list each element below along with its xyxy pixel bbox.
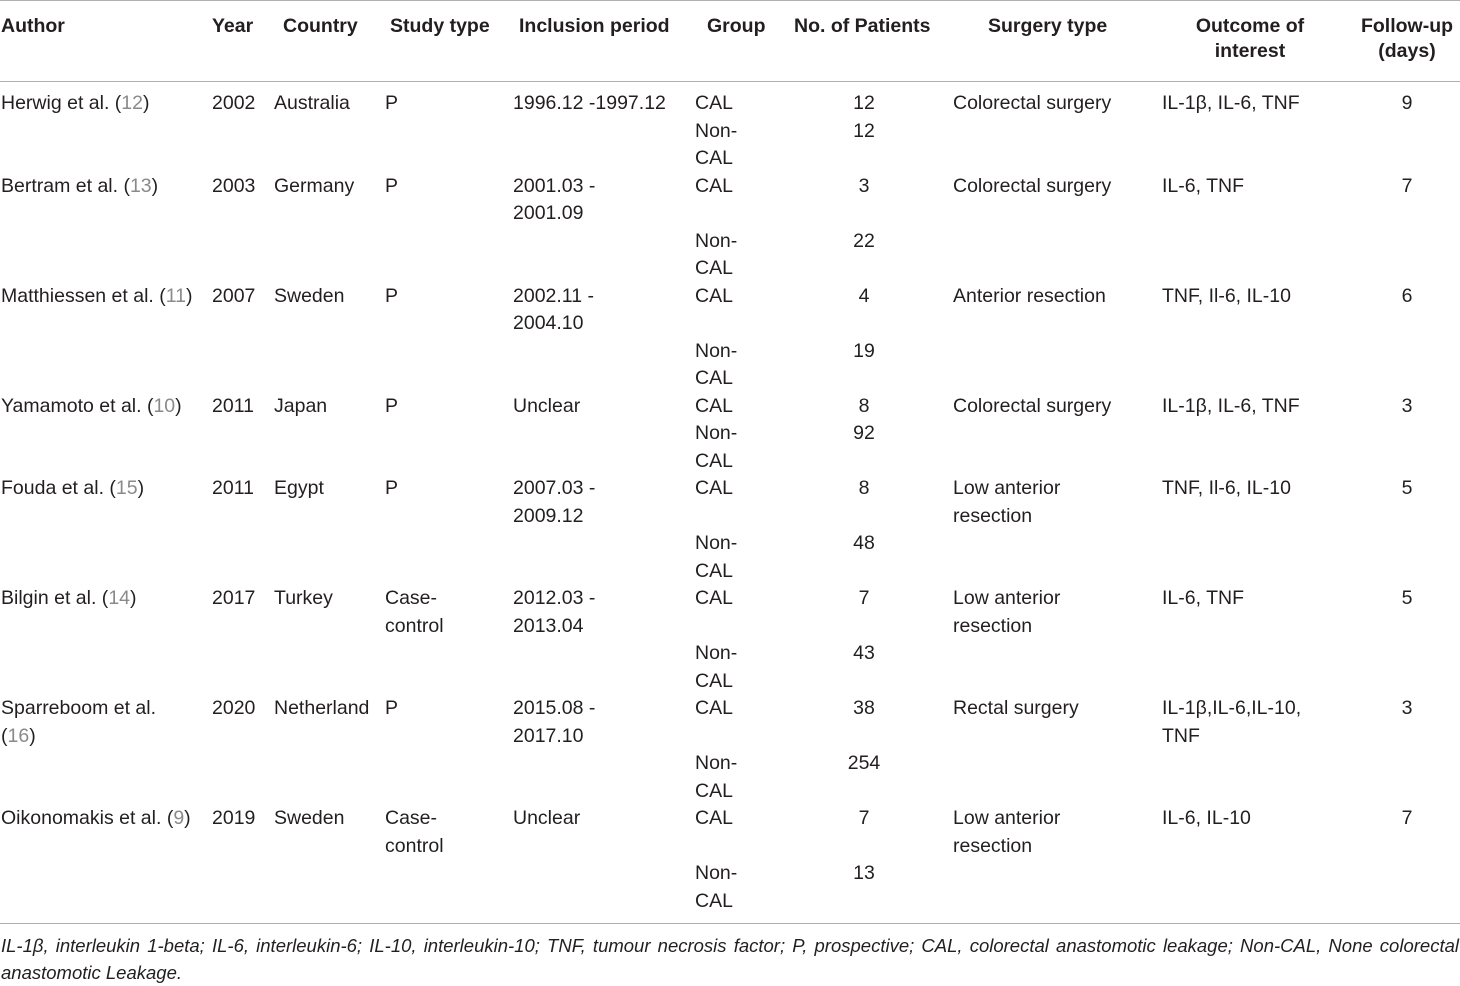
table-cell-outcome: IL-1β, IL-6, TNF xyxy=(1162,92,1300,114)
table-cell-followup: 5 xyxy=(1401,477,1413,499)
table-cell-group: CAL xyxy=(695,174,733,197)
table-cell-patients: 254 xyxy=(847,752,881,774)
table-cell-surgery: Rectal surgery xyxy=(953,697,1079,719)
table-cell-followup: 7 xyxy=(1401,807,1413,829)
table-cell-group: Non- CAL xyxy=(695,642,738,692)
table-cell-followup: 3 xyxy=(1401,394,1413,417)
table-cell-period: 2012.03 - 2013.04 xyxy=(513,587,596,637)
table-cell-period: 2015.08 - 2017.10 xyxy=(513,697,596,747)
table-cell-group: CAL xyxy=(695,477,733,499)
table-cell-country: Japan xyxy=(274,394,328,417)
table-cell-patients: 22 xyxy=(853,229,875,252)
table-cell-surgery: Low anterior resection xyxy=(953,807,1061,857)
table-cell-surgery: Colorectal surgery xyxy=(953,394,1112,417)
table-cell-author: Bertram et al. (13) xyxy=(1,174,159,197)
table-cell-patients: 8 xyxy=(858,394,870,417)
table-cell-study: Case- control xyxy=(385,587,444,637)
table-cell-patients: 19 xyxy=(853,339,875,362)
header-surgery-type: Surgery type xyxy=(988,15,1108,37)
table-cell-study: P xyxy=(385,477,399,499)
table-cell-patients: 13 xyxy=(853,862,875,884)
table-cell-year: 2017 xyxy=(212,587,256,609)
table-cell-patients: 7 xyxy=(858,587,870,609)
header-rule xyxy=(0,81,1460,82)
table-cell-country: Netherland xyxy=(274,697,370,719)
header-outcome: Outcome of interest xyxy=(1195,15,1305,62)
table-cell-period: 2001.03 - 2001.09 xyxy=(513,174,596,224)
table-cell-group: Non- CAL xyxy=(695,339,738,389)
table-cell-country: Australia xyxy=(274,92,350,114)
table-cell-group: CAL xyxy=(695,807,733,829)
table-cell-year: 2003 xyxy=(212,174,256,197)
table-cell-study: P xyxy=(385,284,399,307)
header-year: Year xyxy=(212,15,254,37)
table-cell-patients: 38 xyxy=(853,697,875,719)
table-cell-patients: 12 xyxy=(853,119,875,142)
table-cell-year: 2020 xyxy=(212,697,256,719)
table-cell-period: 2002.11 - 2004.10 xyxy=(513,284,594,334)
table-cell-group: CAL xyxy=(695,697,733,719)
table-cell-year: 2011 xyxy=(212,477,254,499)
table-cell-outcome: TNF, Il-6, IL-10 xyxy=(1162,477,1291,499)
table-cell-author: Matthiessen et al. (11) xyxy=(1,284,193,307)
header-study-type: Study type xyxy=(390,15,490,37)
header-followup: Follow-up (days) xyxy=(1360,15,1454,62)
table-cell-period: 2007.03 - 2009.12 xyxy=(513,477,596,527)
table-cell-surgery: Colorectal surgery xyxy=(953,92,1112,114)
table-cell-outcome: IL-6, TNF xyxy=(1162,174,1244,197)
table-cell-outcome: IL-1β,IL-6,IL-10, TNF xyxy=(1162,697,1302,747)
table-cell-group: Non- CAL xyxy=(695,752,738,802)
table-cell-study: P xyxy=(385,174,399,197)
header-group: Group xyxy=(707,15,766,37)
table-cell-followup: 3 xyxy=(1401,697,1413,719)
table-cell-followup: 5 xyxy=(1401,587,1413,609)
table-cell-patients: 7 xyxy=(858,807,870,829)
table-cell-year: 2011 xyxy=(212,394,254,417)
header-country: Country xyxy=(283,15,358,37)
table-cell-year: 2019 xyxy=(212,807,256,829)
table-cell-study: Case- control xyxy=(385,807,444,857)
header-inclusion-period: Inclusion period xyxy=(519,15,670,37)
table-cell-group: Non- CAL xyxy=(695,532,738,582)
table-cell-period: Unclear xyxy=(513,394,581,417)
table-cell-patients: 43 xyxy=(853,642,875,664)
table-cell-year: 2007 xyxy=(212,284,256,307)
table-cell-patients: 12 xyxy=(853,92,875,114)
table-cell-surgery: Anterior resection xyxy=(953,284,1106,307)
table-cell-followup: 7 xyxy=(1401,174,1413,197)
header-author: Author xyxy=(1,15,65,37)
table-cell-outcome: IL-6, IL-10 xyxy=(1162,807,1251,829)
table-cell-author: Bilgin et al. (14) xyxy=(1,587,137,609)
table-cell-patients: 4 xyxy=(858,284,870,307)
table-cell-country: Sweden xyxy=(274,284,345,307)
table-cell-author: Sparreboom et al. (16) xyxy=(1,697,157,747)
table-cell-study: P xyxy=(385,394,399,417)
table-cell-patients: 92 xyxy=(853,422,875,444)
table-cell-group: Non- CAL xyxy=(695,229,738,279)
table-cell-country: Sweden xyxy=(274,807,345,829)
table-cell-outcome: TNF, Il-6, IL-10 xyxy=(1162,284,1291,307)
table-cell-surgery: Low anterior resection xyxy=(953,587,1061,637)
table-cell-patients: 3 xyxy=(858,174,870,197)
table-cell-group: Non- CAL xyxy=(695,422,738,472)
table-cell-author: Fouda et al. (15) xyxy=(1,477,145,499)
table-cell-group: CAL xyxy=(695,92,733,114)
table-cell-author: Yamamoto et al. (10) xyxy=(1,394,182,417)
table-cell-period: Unclear xyxy=(513,807,581,829)
table-cell-year: 2002 xyxy=(212,92,256,114)
table-cell-patients: 48 xyxy=(853,532,875,554)
table-cell-study: P xyxy=(385,697,399,719)
table-cell-group: Non- CAL xyxy=(695,119,738,169)
table-cell-author: Herwig et al. (12) xyxy=(1,92,150,114)
table-bottom-rule xyxy=(0,923,1460,924)
table-cell-study: P xyxy=(385,92,399,114)
header-patients: No. of Patients xyxy=(794,15,931,37)
table-cell-author: Oikonomakis et al. (9) xyxy=(1,807,191,829)
table-cell-patients: 8 xyxy=(858,477,870,499)
table-cell-surgery: Low anterior resection xyxy=(953,477,1061,527)
table-cell-surgery: Colorectal surgery xyxy=(953,174,1112,197)
table-cell-followup: 9 xyxy=(1401,92,1413,114)
table-cell-period: 1996.12 -1997.12 xyxy=(513,92,666,114)
table-cell-country: Germany xyxy=(274,174,355,197)
table-top-rule xyxy=(0,0,1460,1)
table-cell-group: CAL xyxy=(695,394,733,417)
table-cell-followup: 6 xyxy=(1401,284,1413,307)
table-cell-outcome: IL-1β, IL-6, TNF xyxy=(1162,394,1300,417)
table-cell-outcome: IL-6, TNF xyxy=(1162,587,1244,609)
table-cell-group: CAL xyxy=(695,587,733,609)
table-cell-country: Egypt xyxy=(274,477,324,499)
table-footnote: IL-1β, interleukin 1-beta; IL-6, interleukin-6; IL-10, interleukin-10; TNF, tumour necrosis factor; P, prospective; CAL, colorectal anastomotic leakage; Non-CAL, None colorectal anastomotic Leakage. xyxy=(1,935,1459,983)
table-cell-group: CAL xyxy=(695,284,733,307)
table-cell-country: Turkey xyxy=(274,587,333,609)
table-cell-group: Non- CAL xyxy=(695,862,738,912)
